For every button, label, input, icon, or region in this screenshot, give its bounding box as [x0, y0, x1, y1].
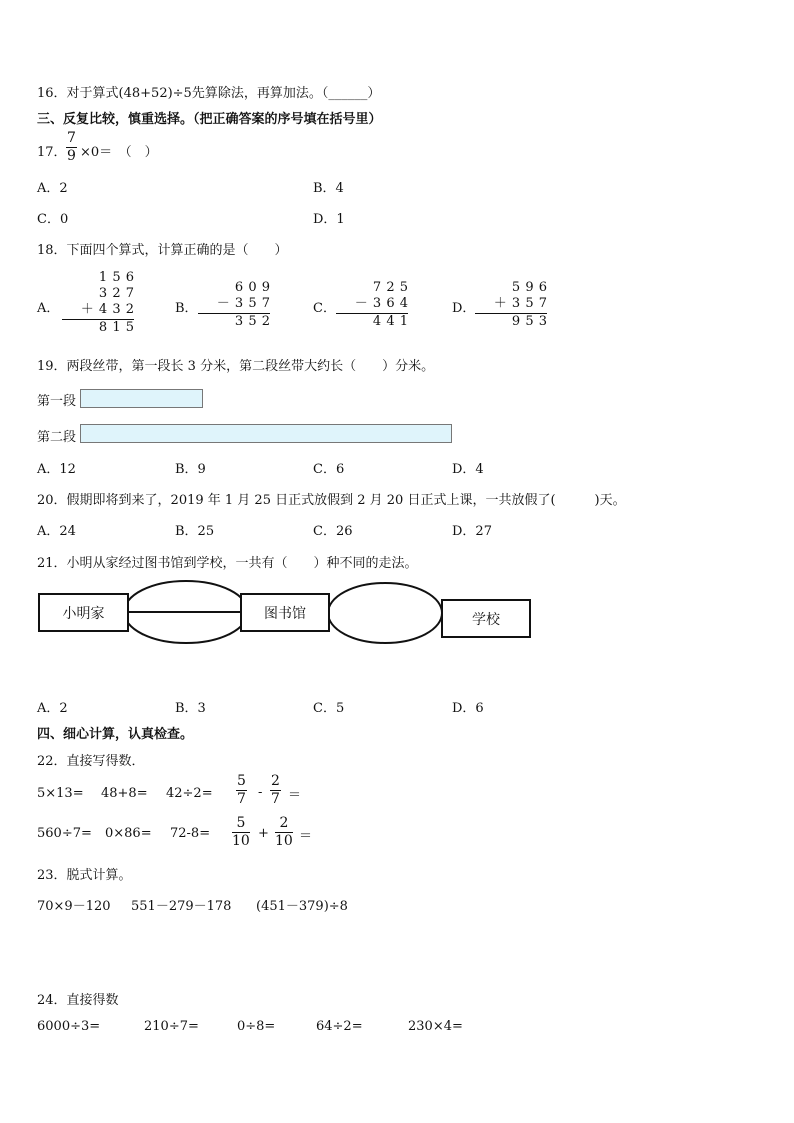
q18-calc-a: [62, 270, 134, 336]
calc-c-row-1: 7 2 5: [372, 280, 408, 295]
q23-item-1: 70×9－120: [37, 899, 111, 914]
q18-label-c: C．: [313, 301, 336, 316]
q22-frac-2a: [232, 815, 250, 850]
q24-item-3: 0÷8=: [237, 1019, 276, 1034]
q22-frac-2-eq: ＝: [299, 829, 313, 844]
q17-option-a: A．2: [37, 181, 68, 196]
q21-option-d: D．6: [452, 701, 484, 716]
q20-option-a: A．24: [37, 524, 76, 539]
q22-item-5: 0×86=: [105, 826, 152, 841]
q17-option-b: B．4: [313, 181, 344, 196]
q23-item-3: (451－379)÷8: [256, 899, 348, 914]
q19-option-d: D．4: [452, 462, 484, 477]
q22-frac-2a-num: 5: [232, 815, 250, 833]
q17-rest: ×0＝ （ ）: [80, 145, 158, 160]
q22-item-2: 48+8=: [101, 786, 148, 801]
q24-item-2: 210÷7=: [144, 1019, 199, 1034]
q22-frac-2b-num: 2: [275, 815, 293, 833]
q21-option-b: B．3: [175, 701, 206, 716]
q22-frac-2b-den: 10: [275, 833, 293, 849]
q22-frac-2-op: +: [258, 826, 269, 841]
q24-item-1: 6000÷3=: [37, 1019, 101, 1034]
q19-option-a: A．12: [37, 462, 76, 477]
section-4-heading: 四、细心计算，认真检查。: [37, 727, 194, 742]
calc-a-row-1: 1 5 6: [98, 270, 134, 285]
calc-b-row-2: － 3 5 7: [216, 296, 270, 311]
q22-frac-1b-den: 7: [271, 791, 280, 807]
calc-a-result: 8 1 5: [98, 320, 134, 335]
q19-option-c: C．6: [313, 462, 345, 477]
q22-frac-1a-den: 7: [237, 791, 246, 807]
q22-frac-1b-num: 2: [271, 773, 280, 789]
q20-option-d: D．27: [452, 524, 492, 539]
calc-a-row-2: 3 2 7: [98, 286, 134, 301]
q23-text: 23．脱式计算。: [37, 868, 132, 883]
q22-item-6: 72-8=: [170, 826, 211, 841]
q17-option-c: C．0: [37, 212, 69, 227]
q21-option-c: C．5: [313, 701, 345, 716]
q18-calc-c: [336, 280, 408, 330]
q17-number: 17．: [37, 145, 67, 160]
route-loop-library-school: [328, 583, 442, 643]
q22-frac-1a-num: 5: [237, 773, 246, 789]
calc-d-result: 9 5 3: [511, 314, 547, 329]
q20-option-b: B．25: [175, 524, 215, 539]
q22-item-4: 560÷7=: [37, 826, 92, 841]
calc-a-rule: [62, 319, 134, 320]
question-16: 16．对于算式(48+52)÷5先算除法，再算加法。（______）: [37, 86, 381, 101]
q22-frac-1-eq: ＝: [288, 788, 302, 803]
q18-label-d: D．: [452, 301, 476, 316]
q21-text: 21．小明从家经过图书馆到学校，一共有（ ）种不同的走法。: [37, 556, 418, 571]
section-3-heading: 三、反复比较，慎重选择。（把正确答案的序号填在括号里）: [37, 112, 382, 127]
home-box: 小明家: [38, 593, 129, 632]
q18-calc-b: [198, 280, 270, 330]
q22-frac-2b: [275, 815, 293, 850]
calc-c-rule: [336, 313, 408, 314]
school-box: 学校: [441, 599, 531, 638]
q22-frac-1a: [236, 773, 247, 808]
calc-d-rule: [475, 313, 547, 314]
q22-item-3: 42÷2=: [166, 786, 213, 801]
ribbon-1-bar: [80, 389, 203, 408]
q22-text: 22．直接写得数．: [37, 754, 145, 769]
q22-frac-1-op: -: [258, 785, 263, 800]
calc-d-row-2: ＋ 3 5 7: [493, 296, 547, 311]
q22-item-1: 5×13=: [37, 786, 84, 801]
q20-option-c: C．26: [313, 524, 353, 539]
q22-frac-1b: [270, 773, 281, 808]
q24-text: 24．直接得数: [37, 993, 119, 1008]
q17-option-d: D．1: [313, 212, 345, 227]
q18-calc-d: [475, 280, 547, 330]
q19-option-b: B．9: [175, 462, 206, 477]
ribbon-2-bar: [80, 424, 452, 443]
calc-b-row-1: 6 0 9: [234, 280, 270, 295]
calc-c-row-2: － 3 6 4: [354, 296, 408, 311]
calc-a-row-3: ＋ 4 3 2: [80, 302, 134, 317]
q17-fraction-numerator: 7: [67, 130, 76, 146]
q17-fraction: [66, 130, 77, 165]
library-box: 图书馆: [240, 593, 330, 632]
q24-item-4: 64÷2=: [316, 1019, 363, 1034]
q23-item-2: 551－279－178: [131, 899, 232, 914]
q22-frac-2a-den: 10: [232, 833, 250, 849]
q21-option-a: A．2: [37, 701, 68, 716]
ribbon-2-label: 第二段: [37, 430, 77, 445]
q17-fraction-denominator: 9: [67, 148, 76, 164]
calc-b-result: 3 5 2: [234, 314, 270, 329]
q24-item-5: 230×4=: [408, 1019, 463, 1034]
ribbon-1-label: 第一段: [37, 394, 77, 409]
q18-label-a: A．: [37, 301, 60, 316]
q20-text: 20．假期即将到来了，2019 年 1 月 25 日正式放假到 2 月 20 日正式上课，一共放假了( )天。: [37, 493, 626, 508]
q18-text: 18．下面四个算式，计算正确的是（ ）: [37, 243, 288, 258]
calc-d-row-1: 5 9 6: [511, 280, 547, 295]
calc-b-rule: [198, 313, 270, 314]
q19-text: 19．两段丝带，第一段长 3 分米，第二段丝带大约长（ ）分米。: [37, 359, 435, 374]
q18-label-b: B．: [175, 301, 198, 316]
calc-c-result: 4 4 1: [372, 314, 408, 329]
